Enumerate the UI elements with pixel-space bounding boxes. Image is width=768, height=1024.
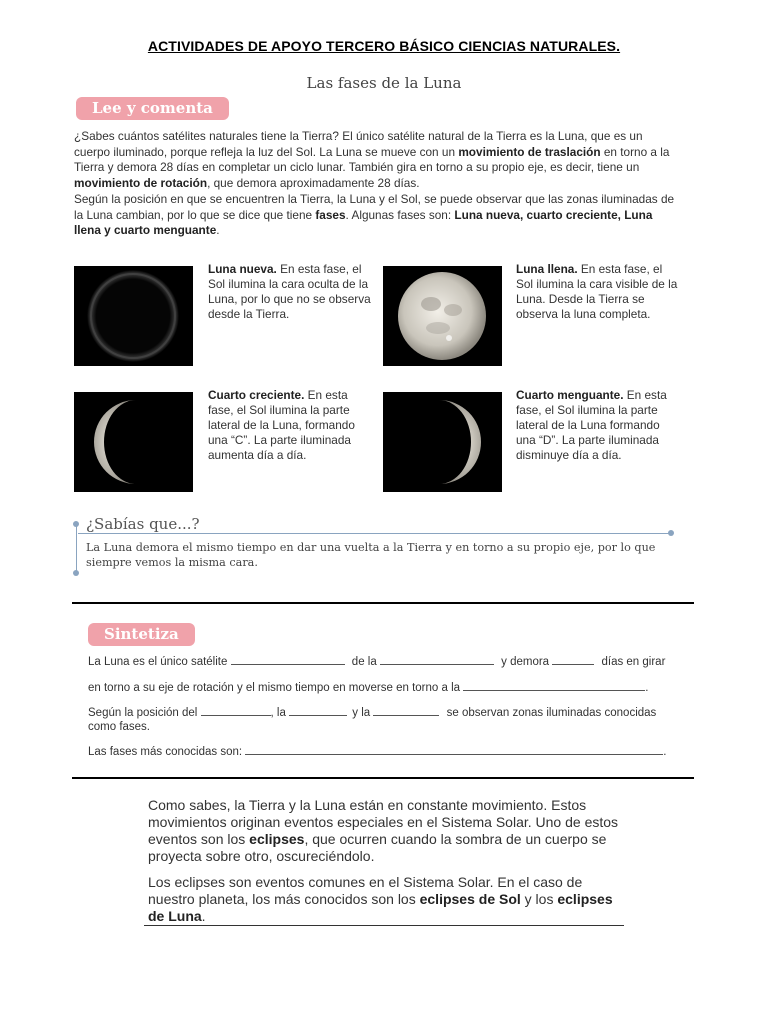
sabias-heading: ¿Sabías que...? xyxy=(86,515,200,533)
sabias-text: La Luna demora el mismo tiempo en dar una vuelta a la Tierra y en torno a su propio eje, por lo que siempre vemos la misma cara. xyxy=(86,541,656,569)
blank-field[interactable] xyxy=(552,663,594,665)
sabias-top-line xyxy=(78,533,670,534)
intro-paragraph-2: Según la posición en que se encuentren la Tierra, la Luna y el Sol, se puede observar que las zonas iluminadas de la Luna cambian, por lo que se dice que tiene fases. Algunas fases son: Luna nueva, cuarto creciente, Luna llena y cuarto menguante. xyxy=(74,192,675,237)
waxing-crescent-description: Cuarto creciente. En esta fase, el Sol ilumina la parte lateral de la Luna, formando una “C”. La parte iluminada aumenta día a día. xyxy=(208,388,355,462)
synthesis-line-3b: como fases. xyxy=(88,721,150,733)
full-moon-image xyxy=(383,266,502,366)
new-moon-description: Luna nueva. En esta fase, el Sol ilumina la cara oculta de la Luna, por lo que no se observa desde la Tierra. xyxy=(208,262,371,321)
synthesis-line-1: La Luna es el único satélite de la y demora días en girar xyxy=(88,656,666,668)
blank-field[interactable] xyxy=(289,714,347,716)
full-moon-description: Luna llena. En esta fase, el Sol ilumina la cara visible de la Luna. Desde la Tierra se observa la luna completa. xyxy=(516,262,678,321)
waxing-crescent-image xyxy=(74,392,193,492)
blank-field[interactable] xyxy=(231,663,345,665)
blank-field[interactable] xyxy=(380,663,494,665)
page-subtitle: Las fases de la Luna xyxy=(306,74,462,92)
new-moon-image xyxy=(74,266,193,366)
sabias-dot-right xyxy=(668,530,674,536)
divider-top xyxy=(72,602,694,604)
blank-field[interactable] xyxy=(245,753,663,755)
synthesis-line-3: Según la posición del , la y la se observan zonas iluminadas conocidas xyxy=(88,707,657,719)
blank-field[interactable] xyxy=(463,689,645,691)
sabias-left-line xyxy=(76,524,77,574)
blank-field[interactable] xyxy=(373,714,439,716)
waning-crescent-image xyxy=(383,392,502,492)
sabias-dot-bottom xyxy=(73,570,79,576)
closing-underline xyxy=(144,925,624,926)
lee-comenta-badge: Lee y comenta xyxy=(76,97,229,120)
eclipse-paragraph-1: Como sabes, la Tierra y la Luna están en constante movimiento. Estos movimientos originan eventos especiales en el Sistema Solar. Uno de estos eventos son los eclipses, que ocurren cuando la sombra de un cuerpo se proyecta sobre otro, oscureciéndolo. xyxy=(148,797,619,864)
blank-field[interactable] xyxy=(201,714,271,716)
sabias-dot-top xyxy=(73,521,79,527)
eclipse-paragraph-2: Los eclipses son eventos comunes en el Sistema Solar. En el caso de nuestro planeta, los más conocidos son los eclipses de Sol y los eclipses de Luna. xyxy=(148,874,613,924)
intro-paragraph-1: ¿Sabes cuántos satélites naturales tiene la Tierra? El único satélite natural de la Tierra es la Luna, que es un cuerpo iluminado, porque refleja la luz del Sol. La Luna se mueve con un movimiento de traslación en torno a la Tierra y demora 28 días en completar un ciclo lunar. También gira en torno a su propio eje, es decir, tiene un movimiento de rotación, que demora aproximadamente 28 días. xyxy=(74,129,670,190)
page-title: ACTIVIDADES DE APOYO TERCERO BÁSICO CIENCIAS NATURALES. xyxy=(147,38,621,54)
synthesis-line-4: Las fases más conocidas son: . xyxy=(88,746,667,758)
synthesis-line-2: en torno a su eje de rotación y el mismo tiempo en moverse en torno a la . xyxy=(88,682,649,694)
waning-crescent-description: Cuarto menguante. En esta fase, el Sol ilumina la parte lateral de la Luna formando una “D”. La parte iluminada disminuye día a día. xyxy=(516,388,667,462)
divider-bottom xyxy=(72,777,694,779)
sintetiza-badge: Sintetiza xyxy=(88,623,195,646)
